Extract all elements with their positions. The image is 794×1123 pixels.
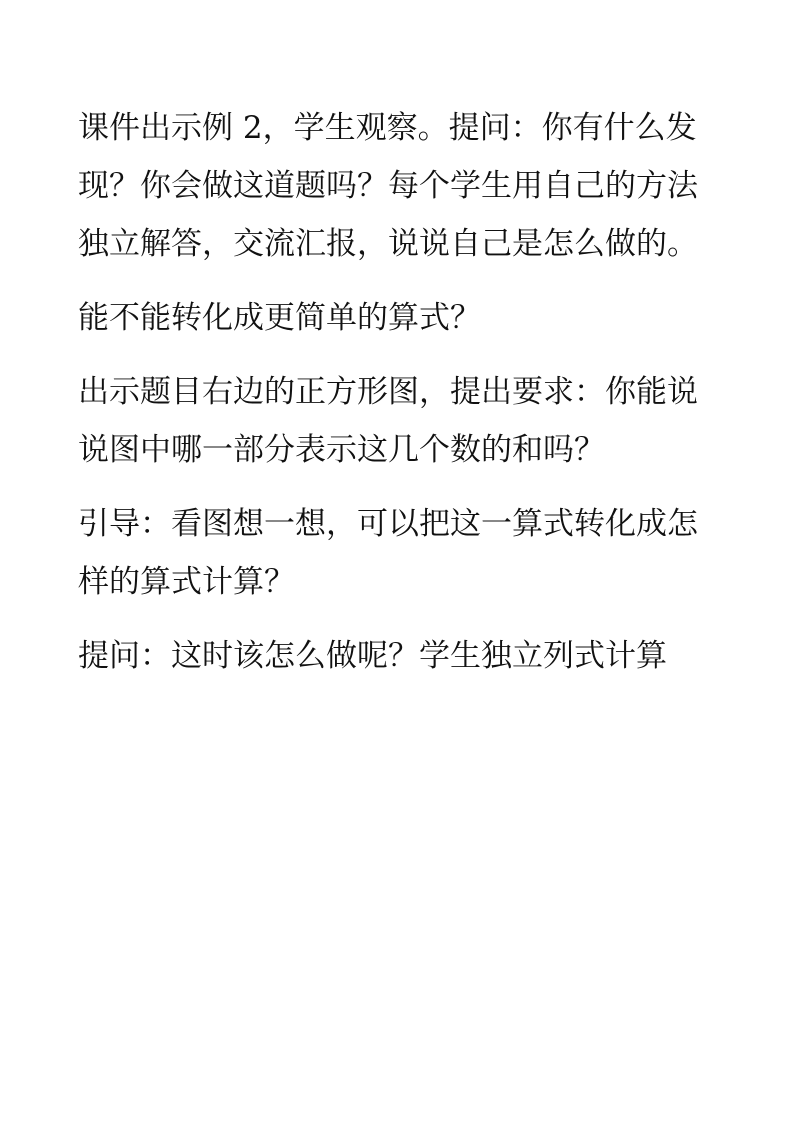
paragraph-question-calculation: 提问：这时该怎么做呢？学生独立列式计算: [78, 638, 667, 674]
paragraph-simplify-question: 能不能转化成更简单的算式？: [78, 300, 481, 336]
paragraph-guidance: 引导：看图想一想，可以把这一算式转化成怎样的算式计算？: [78, 506, 698, 600]
paragraph-example-intro: 课件出示例 2，学生观察。提问：你有什么发现？你会做这道题吗？每个学生用自己的方法独立解答，交流汇报，说说自己是怎么做的。: [78, 110, 698, 262]
document-body: [78, 99, 718, 701]
paragraph-square-diagram: 出示题目右边的正方形图，提出要求：你能说说图中哪一部分表示这几个数的和吗？: [78, 374, 698, 468]
